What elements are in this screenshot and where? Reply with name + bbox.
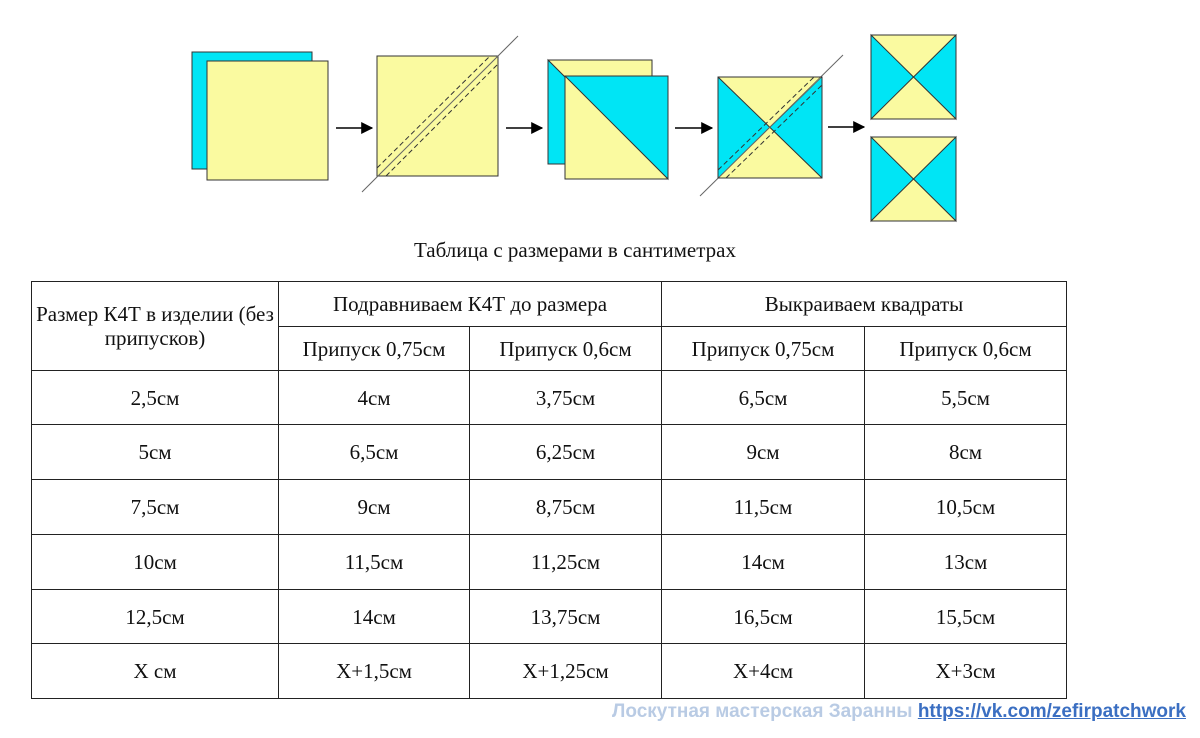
table-cell: 11,5см (279, 535, 470, 590)
table-cell: 5,5см (865, 371, 1067, 425)
table-cell: 8см (865, 425, 1067, 480)
table-row (32, 535, 1067, 590)
step5-result-top (871, 35, 956, 119)
header-group-cut: Выкраиваем квадраты (662, 282, 1067, 327)
watermark-link[interactable]: https://vk.com/zefirpatchwork (917, 701, 1186, 722)
table-cell: 9см (662, 425, 865, 480)
table-cell: 9см (279, 480, 470, 535)
subheader-trim-06: Припуск 0,6см (470, 327, 662, 371)
table-cell: 2,5см (32, 371, 279, 425)
subheader-trim-075: Припуск 0,75см (279, 327, 470, 371)
table-cell: Х+1,25см (470, 644, 662, 699)
step1-stacked-squares (192, 52, 328, 180)
half-square-triangle-steps-diagram (0, 0, 1200, 235)
table-row (32, 590, 1067, 644)
table-cell: 11,25см (470, 535, 662, 590)
step5-result-bottom (871, 137, 956, 221)
table-row (32, 480, 1067, 535)
sizes-table (31, 281, 1067, 699)
header-group-trim: Подравниваем К4Т до размера (279, 282, 662, 327)
table-cell: 10,5см (865, 480, 1067, 535)
table-cell: Х+3см (865, 644, 1067, 699)
table-cell: 8,75см (470, 480, 662, 535)
table-cell: 6,5см (662, 371, 865, 425)
table-cell: Х+1,5см (279, 644, 470, 699)
table-cell: 14см (279, 590, 470, 644)
subheader-cut-06: Припуск 0,6см (865, 327, 1067, 371)
table-cell: 12,5см (32, 590, 279, 644)
table-cell: Х+4см (662, 644, 865, 699)
table-cell: 13,75см (470, 590, 662, 644)
table-cell: 3,75см (470, 371, 662, 425)
table-cell: 15,5см (865, 590, 1067, 644)
step2-diagonal-seams (362, 36, 518, 192)
table-header-row (32, 282, 1067, 327)
table-row (32, 371, 1067, 425)
step3-two-hst-units (548, 60, 668, 179)
table-cell: 13см (865, 535, 1067, 590)
table-cell: 10см (32, 535, 279, 590)
table-cell: 6,25см (470, 425, 662, 480)
table-row (32, 644, 1067, 699)
table-row (32, 425, 1067, 480)
watermark (612, 701, 1186, 723)
table-cell: 16,5см (662, 590, 865, 644)
table-cell: 7,5см (32, 480, 279, 535)
subheader-cut-075: Припуск 0,75см (662, 327, 865, 371)
table-cell: 11,5см (662, 480, 865, 535)
table-cell: 4см (279, 371, 470, 425)
watermark-text: Лоскутная мастерская Заранны (612, 701, 913, 722)
table-cell: 5см (32, 425, 279, 480)
header-finished-size: Размер К4Т в изделии (без припусков) (32, 282, 279, 371)
table-caption: Таблица с размерами в сантиметрах (414, 238, 736, 262)
table-cell: 6,5см (279, 425, 470, 480)
table-cell: 14см (662, 535, 865, 590)
step4-second-diagonal (700, 55, 843, 196)
table-cell: Х см (32, 644, 279, 699)
